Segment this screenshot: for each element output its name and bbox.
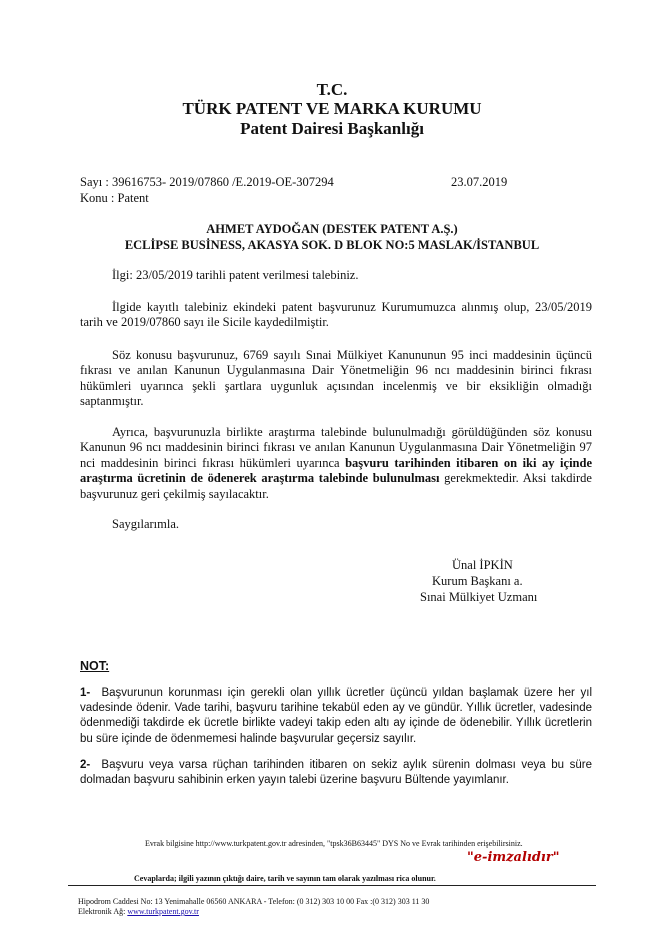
footer-web xyxy=(78,907,199,916)
footer-web-link[interactable]: www.turkpatent.gov.tr xyxy=(127,907,199,916)
reference-number: Sayı : 39616753- 2019/07860 /E.2019-OE-307294 xyxy=(80,175,334,189)
paragraph-examination xyxy=(80,348,592,410)
recipient-name: AHMET AYDOĞAN (DESTEK PATENT A.Ş.) xyxy=(206,222,458,236)
paragraph-registration xyxy=(80,300,592,331)
search-request-text-c: gerekmektedir. Aksi takdirde başvurunuz geri çekilmiş sayılacaktır. xyxy=(80,471,592,501)
note-1-text: Başvurunun korunması için gerekli olan yıllık ücretler üçüncü yıldan başlamak üzere her yıl vadesinde ödenir. Vade tarihi, başvuru tarihine tekabül eden ay ve gündür. Yıllık ücretler, vadesinde ödenmediği takdirde ek ücretle birlikte vadeyi takip eden altı ay içinde de ödenebilir. Yıllık ücretlerin bu süre içinde de ödenmemesi halinde başvurular geçersiz sayılır. xyxy=(80,687,593,745)
note-2-text: Başvuru veya varsa rüçhan tarihinden itibaren on sekiz aylık sürenin dolması veya bu süre dolmadan başvuru sahibinin erken yayın talebi üzerine başvuru Bültende yayımlanır. xyxy=(80,759,593,787)
note-1-number: 1- xyxy=(80,687,91,699)
note-publication xyxy=(80,758,592,788)
header-department: Patent Dairesi Başkanlığı xyxy=(240,119,424,138)
ilgi-line xyxy=(80,268,592,283)
signatory-name: Ünal İPKİN xyxy=(452,558,513,572)
footer-address: Hipodrom Caddesi No: 13 Yenimahalle 06560 ANKARA - Telefon: (0 312) 303 10 00 Fax :(0 312) 303 11 30 xyxy=(78,897,430,906)
e-signature-stamp: "e-imzalıdır" xyxy=(467,850,560,865)
footer-web-label: Elektronik Ağ: xyxy=(78,907,128,916)
header-institution: TÜRK PATENT VE MARKA KURUMU xyxy=(182,99,482,118)
paragraph-registration-text: İlgide kayıtlı talebiniz ekindeki patent başvurunuz Kurumumuzca alınmış olup, 23/05/2019 tarih ve 2019/07860 sayı ile Sicile kaydedilmiştir. xyxy=(80,300,592,330)
footer-document-access: Evrak bilgisine http://www.turkpatent.gov.tr adresinden, "tpsk36B63445" DYS No ve Evrak tarihinden erişebilirsiniz. xyxy=(145,839,523,848)
document-date: 23.07.2019 xyxy=(451,175,508,189)
ilgi-text: İlgi: 23/05/2019 tarihli patent verilmesi talebiniz. xyxy=(112,268,359,282)
footer-reply-instruction: Cevaplarda; ilgili yazının çıktığı daire, tarih ve sayının tam olarak yazılması rica olunur. xyxy=(134,874,436,883)
search-request-emphasis: başvuru tarihinden itibaren on iki ay içinde araştırma ücretinin de ödenerek araştırma talebinde bulunulması xyxy=(80,455,592,486)
footer-divider xyxy=(68,885,596,886)
closing-salutation: Saygılarımla. xyxy=(112,517,179,531)
search-request-text-a: Ayrıca, başvurunuzla birlikte araştırma talebinde bulunulmadığı görüldüğünden söz konusu Kanunun 96 ncı maddesinin birinci fıkrası ve anılan Kanunun Uygulanmasına Dair Yönetmeliğin 97 nci maddesinin birinci fıkrası hükümleri uyarınca xyxy=(80,425,592,470)
header-tc: T.C. xyxy=(316,80,348,99)
signatory-title: Kurum Başkanı a. xyxy=(432,574,523,588)
notes-heading: NOT: xyxy=(80,659,110,673)
note-annual-fees xyxy=(80,686,592,747)
subject-line: Konu : Patent xyxy=(80,191,149,205)
paragraph-examination-text: Söz konusu başvurunuz, 6769 sayılı Sınai Mülkiyet Kanununun 95 inci maddesinin üçüncü fıkrası ve anılan Kanunun Uygulanmasına Dair Yönetmeliğin 96 ncı maddesinin birinci fıkrası hükümleri uyarınca şekli şartlara uygunluk açısından incelenmiş ve bir eksikliğin olmadığı saptanmıştır. xyxy=(80,348,592,409)
paragraph-search-request xyxy=(80,425,592,502)
note-2-number: 2- xyxy=(80,759,91,771)
recipient-address: ECLİPSE BUSİNESS, AKASYA SOK. D BLOK NO:5 MASLAK/İSTANBUL xyxy=(124,238,540,252)
signatory-role: Sınai Mülkiyet Uzmanı xyxy=(420,590,538,604)
